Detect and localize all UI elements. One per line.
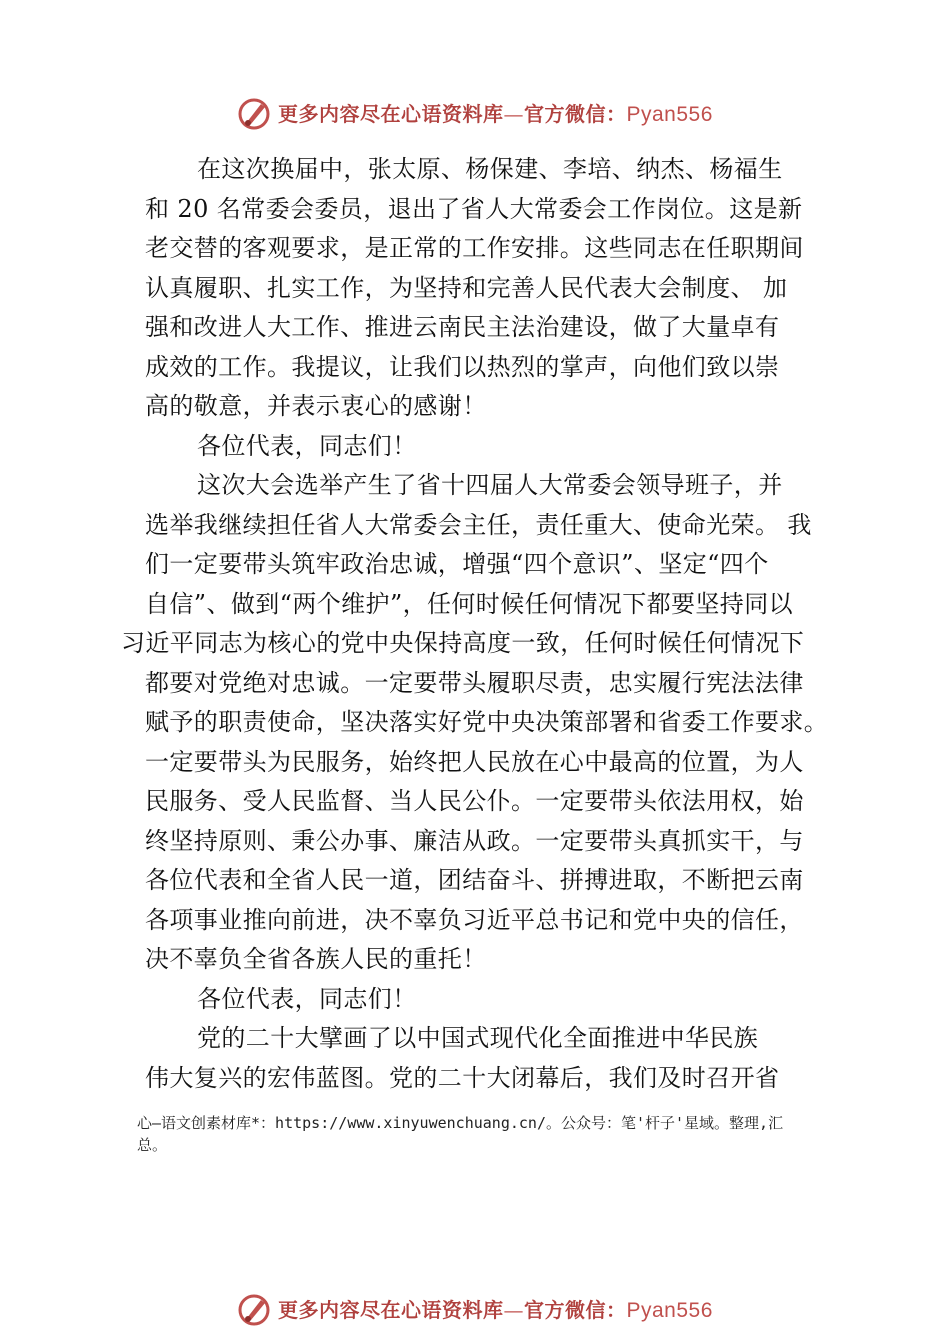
source-note <box>137 1112 842 1156</box>
paragraph <box>145 427 825 467</box>
banner-title: 更多内容尽在心语资料库 <box>278 1298 504 1322</box>
banner-dash: — <box>503 102 524 126</box>
text-line: 们一定要带头筑牢政治忠诚，增强“四个意识”、坚定“四个 <box>145 550 769 578</box>
text-line: 党的二十大擘画了以中国式现代化全面推进中华民族 <box>197 1024 759 1052</box>
source-note-line: 总。 <box>137 1136 168 1154</box>
text-line: 各项事业推向前进，决不辜负习近平总书记和党中央的信任， <box>145 905 804 934</box>
text-line: 各位代表和全省人民一道，团结奋斗、拼搏进取，不断把云南 <box>145 866 804 894</box>
banner-wechat-id: Pyan556 <box>626 1299 713 1322</box>
text-line: 成效的工作。我提议，让我们以热烈的掌声，向他们致以崇 <box>145 352 780 381</box>
text-line: 都要对党绝对忠诚。一定要带头履职尽责，忠实履行宪法法律 <box>145 668 804 697</box>
text-line: 自信”、做到“两个维护”，任何时候任何情况下都要坚持同以 <box>145 589 794 618</box>
banner-dash: — <box>503 1298 524 1322</box>
text-line: 一定要带头为民服务，始终把人民放在心中最高的位置，为人 <box>145 747 804 776</box>
paragraph <box>145 1019 825 1098</box>
paragraph <box>121 466 829 980</box>
brand-logo-icon <box>237 96 273 132</box>
text-line: 赋予的职责使命，坚决落实好党中央决策部署和省委工作要求。 <box>145 708 829 736</box>
document-body <box>121 150 829 1098</box>
brand-logo-icon <box>237 1292 273 1328</box>
text-line: 强和改进人大工作、推进云南民主法治建设，做了大量卓有 <box>145 313 780 341</box>
footer-banner <box>0 1290 950 1330</box>
banner-text <box>278 1296 713 1325</box>
text-line: 各位代表，同志们！ <box>197 984 417 1013</box>
text-line: 高的敬意，并表示衷心的感谢！ <box>145 392 487 420</box>
text-line: 认真履职、扎实工作，为坚持和完善人民代表大会制度、 加 <box>145 273 788 302</box>
text-line: 终坚持原则、秉公办事、廉洁从政。一定要带头真抓实干，与 <box>145 826 804 855</box>
paragraph <box>145 980 825 1020</box>
text-line: 伟大复兴的宏伟蓝图。党的二十大闭幕后，我们及时召开省 <box>145 1063 780 1092</box>
text-line: 和 20 名常委会委员，退出了省人大常委会工作岗位。这是新 <box>145 194 803 223</box>
header-banner <box>0 94 950 134</box>
source-note-line: 心—语文创素材库*：https://www.xinyuwenchuang.cn/。公众号：笔'杆子'星域。整理,汇 <box>137 1114 784 1132</box>
text-line: 习近平同志为核心的党中央保持高度一致，任何时候任何情况下 <box>121 629 805 657</box>
banner-official-label: 官方微信： <box>524 1298 627 1322</box>
banner-title: 更多内容尽在心语资料库 <box>278 102 504 126</box>
text-line: 民服务、受人民监督、当人民公仆。一定要带头依法用权，始 <box>145 787 804 815</box>
banner-text <box>278 100 713 129</box>
text-line: 选举我继续担任省人大常委会主任，责任重大、使命光荣。 我 <box>145 510 812 539</box>
paragraph <box>145 150 825 427</box>
text-line: 决不辜负全省各族人民的重托！ <box>145 945 487 973</box>
banner-official-label: 官方微信： <box>524 102 627 126</box>
text-line: 在这次换届中，张太原、杨保建、李培、纳杰、杨福生 <box>197 155 783 183</box>
text-line: 这次大会选举产生了省十四届人大常委会领导班子，并 <box>197 471 783 499</box>
banner-wechat-id: Pyan556 <box>626 103 713 126</box>
text-line: 老交替的客观要求，是正常的工作安排。这些同志在任职期间 <box>145 234 804 262</box>
text-line: 各位代表，同志们！ <box>197 431 417 460</box>
